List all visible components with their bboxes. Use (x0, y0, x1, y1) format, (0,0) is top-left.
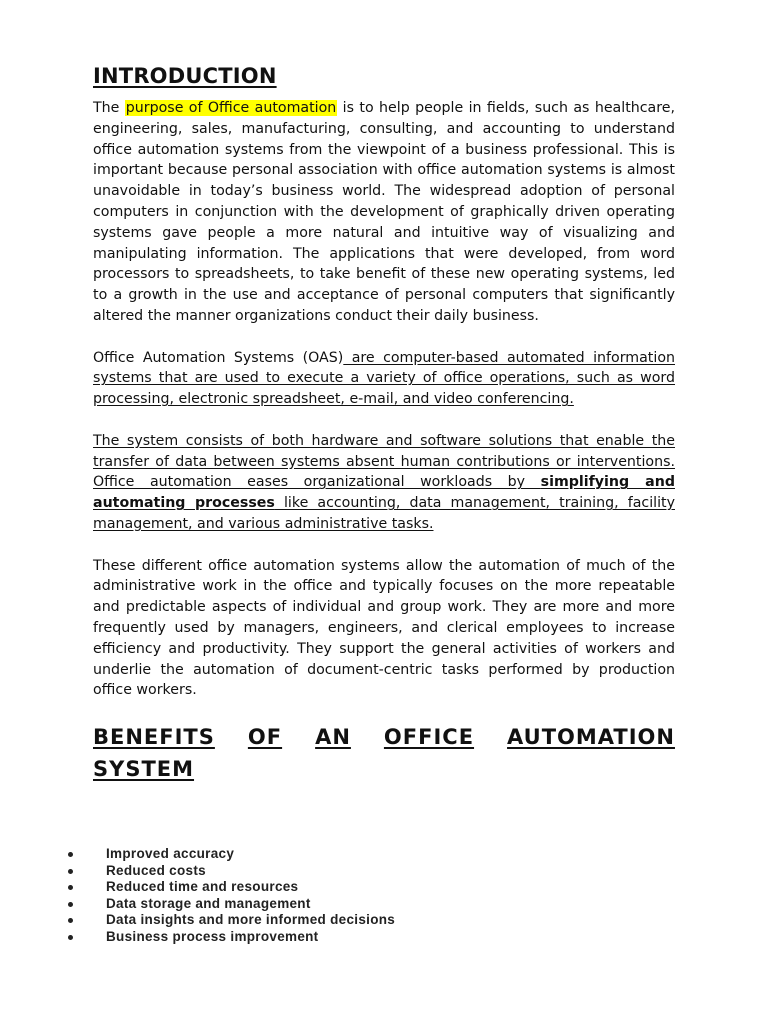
highlighted-phrase: purpose of Office automation (125, 100, 337, 116)
list-item (60, 912, 395, 929)
list-item (60, 896, 395, 913)
list-item-label: Business process improvement (106, 928, 319, 944)
list-item-label: Reduced time and resources (106, 879, 299, 895)
bullet-icon (68, 869, 73, 874)
list-item (60, 846, 395, 863)
heading-word: OFFICE (383, 725, 475, 750)
p3-bold-phrase: simplifying and automating processes (93, 474, 675, 512)
list-item-label: Data insights and more informed decisions (106, 912, 396, 928)
list-item (60, 929, 395, 946)
heading-word: AUTOMATION (507, 725, 675, 750)
list-item (60, 863, 395, 880)
introduction-heading: INTRODUCTION (93, 64, 277, 88)
p1-pre: The (93, 100, 125, 116)
benefits-heading (93, 721, 675, 785)
intro-paragraph-3 (93, 431, 675, 535)
bullet-icon (68, 935, 73, 940)
heading-word: BENEFITS (93, 725, 215, 750)
bullet-icon (68, 918, 73, 923)
list-item-label: Reduced costs (106, 862, 206, 878)
benefits-heading-line-1 (93, 721, 675, 753)
p1-post: is to help people in fields, such as healthcare, engineering, sales, manufacturing, consulting, and accounting to understand office automation systems from the viewpoint of a business professional. This is important because personal association with office automation systems is almost unavoidable in today’s business world. The widespread adoption of personal computers in conjunction with the development of graphically driven operating systems gave people a more natural and intuitive way of visualizing and manipulating information. The applications that were developed, from word processors to spreadsheets, to take benefit of these new operating systems, led to a growth in the use and acceptance of personal computers that significantly altered the manner organizations conduct their daily business. (93, 100, 676, 324)
p3-part2: Office automation eases organizational workloads by (93, 474, 541, 491)
benefits-heading-line-2 (93, 753, 675, 785)
document-body (93, 62, 675, 785)
bullet-icon (68, 902, 73, 907)
list-item (60, 879, 395, 896)
list-item-label: Improved accuracy (106, 846, 235, 861)
bullet-icon (68, 852, 73, 857)
list-item-label: Data storage and management (106, 895, 311, 911)
intro-paragraph-1 (93, 98, 675, 327)
heading-word: SYSTEM (93, 757, 195, 782)
heading-word: OF (247, 725, 283, 750)
intro-paragraph-4: These different office automation systems allow the automation of much of the administrative work in the office and typically focuses on the more repeatable and predictable aspects of individual and group work. They are more and more frequently used by managers, engineers, and clerical employees to increase efficiency and productivity. They support the general activities of workers and underlie the automation of document-centric tasks performed by production office workers. (93, 557, 675, 699)
p3-part3: like accounting, data management, training, facility management, and various administrative tasks. (93, 495, 675, 532)
intro-paragraph-2 (93, 348, 675, 410)
p3-part1: The system consists of both hardware and software solutions that enable the transfer of data between systems absent human contributions or interventions. (93, 432, 675, 470)
heading-word: AN (315, 725, 351, 750)
bullet-icon (68, 885, 73, 890)
oas-definition: are computer-based automated information systems that are used to execute a variety of office operations, such as word processing, electronic spreadsheet, e-mail, and video conferencing. (93, 349, 675, 408)
oas-term: Office Automation Systems (OAS) (93, 349, 344, 366)
benefits-list (60, 846, 395, 946)
